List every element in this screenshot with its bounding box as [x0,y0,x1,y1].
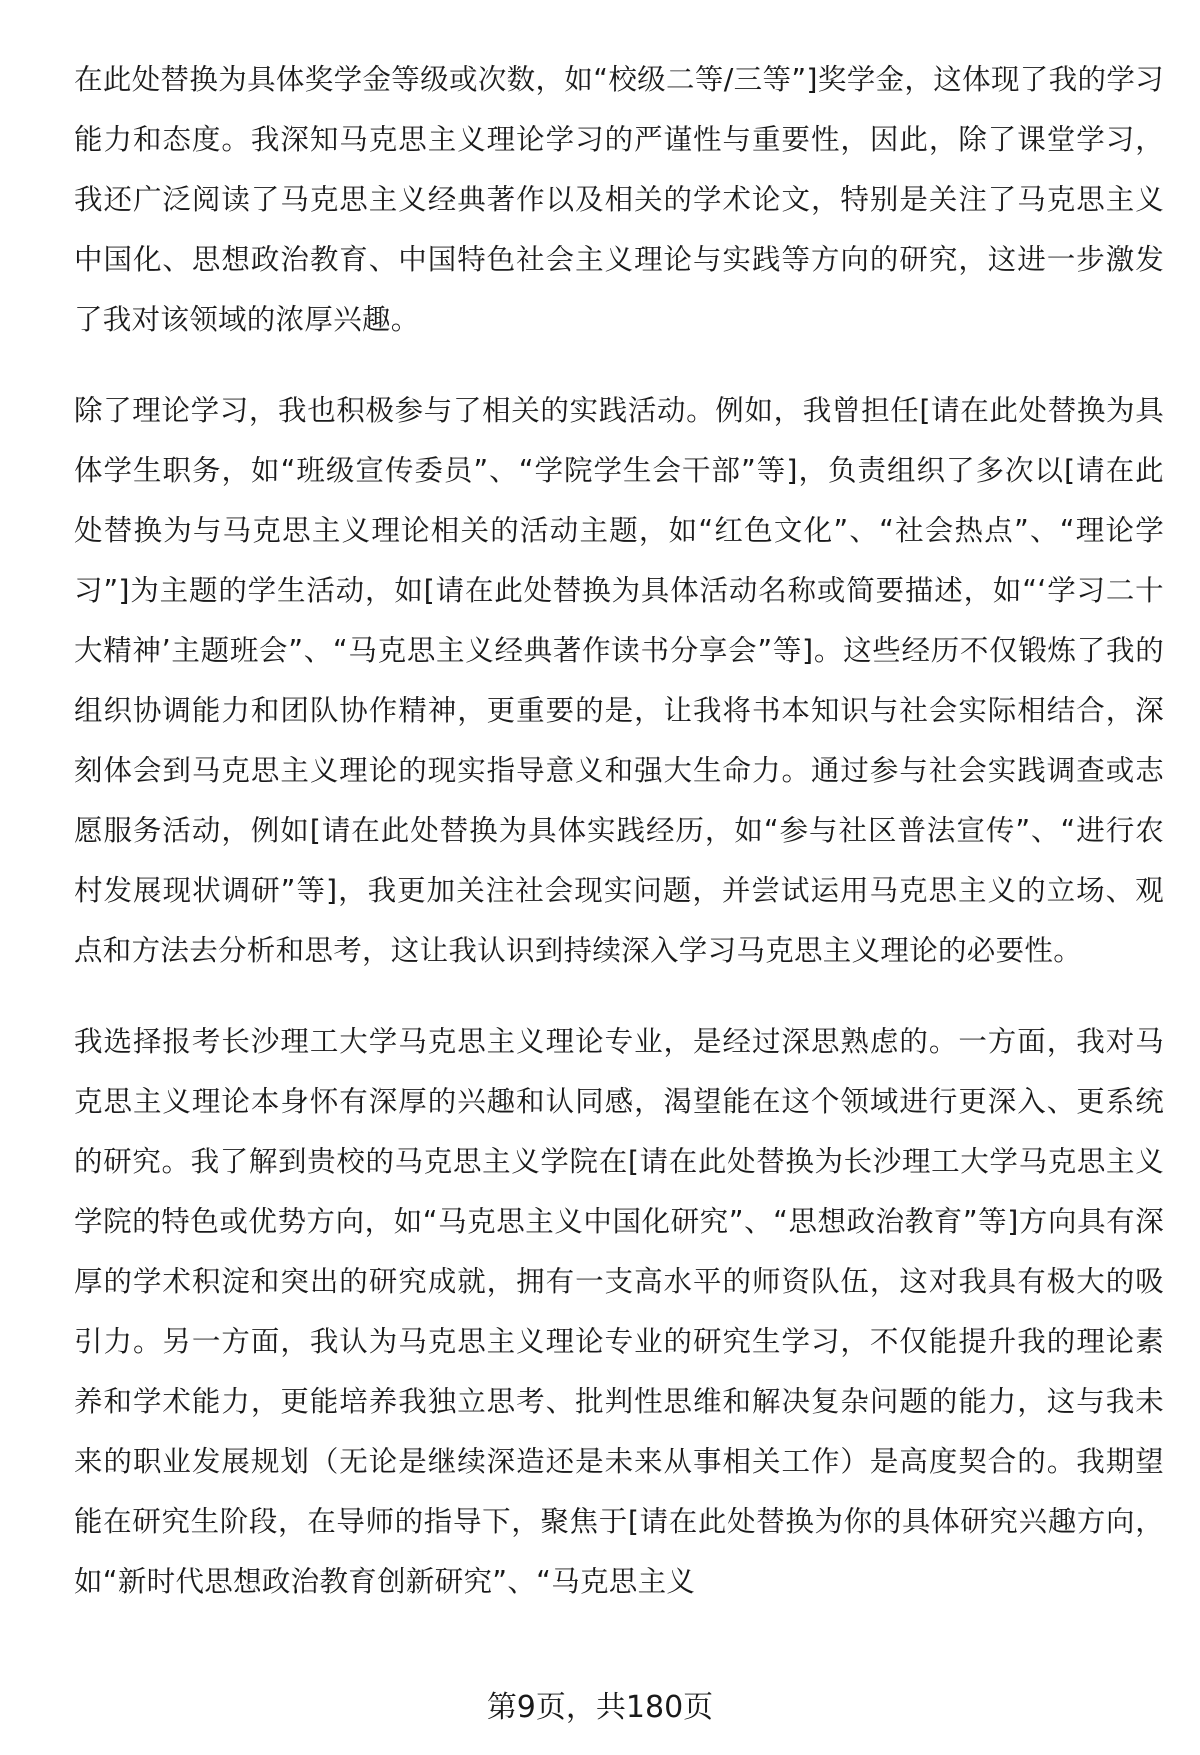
paragraph-3: 我选择报考长沙理工大学马克思主义理论专业，是经过深思熟虑的。一方面，我对马克思主义理论本身怀有深厚的兴趣和认同感，渴望能在这个领域进行更深入、更系统的研究。我了解到贵校的马克思主义学院在[请在此处替换为长沙理工大学马克思主义学院的特色或优势方向，如“马克思主义中国化研究”、“思想政治教育”等]方向具有深厚的学术积淀和突出的研究成就，拥有一支高水平的师资队伍，这对我具有极大的吸引力。另一方面，我认为马克思主义理论专业的研究生学习，不仅能提升我的理论素养和学术能力，更能培养我独立思考、批判性思维和解决复杂问题的能力，这与我未来的职业发展规划（无论是继续深造还是未来从事相关工作）是高度契合的。我期望能在研究生阶段，在导师的指导下，聚焦于[请在此处替换为你的具体研究兴趣方向，如“新时代思想政治教育创新研究”、“马克思主义 [74,1025,1164,1598]
document-body [74,50,1164,1643]
paragraph-1: 在此处替换为具体奖学金等级或次数，如“校级二等/三等”]奖学金，这体现了我的学习能力和态度。我深知马克思主义理论学习的严谨性与重要性，因此，除了课堂学习，我还广泛阅读了马克思主义经典著作以及相关的学术论文，特别是关注了马克思主义中国化、思想政治教育、中国特色社会主义理论与实践等方向的研究，这进一步激发了我对该领域的浓厚兴趣。 [74,63,1164,336]
page-number-footer: 第9页，共180页 [486,1690,714,1725]
paragraph-2: 除了理论学习，我也积极参与了相关的实践活动。例如，我曾担任[请在此处替换为具体学生职务，如“班级宣传委员”、“学院学生会干部”等]，负责组织了多次以[请在此处替换为与马克思主义理论相关的活动主题，如“红色文化”、“社会热点”、“理论学习”]为主题的学生活动，如[请在此处替换为具体活动名称或简要描述，如“‘学习二十大精神’主题班会”、“马克思主义经典著作读书分享会”等]。这些经历不仅锻炼了我的组织协调能力和团队协作精神，更重要的是，让我将书本知识与社会实际相结合，深刻体会到马克思主义理论的现实指导意义和强大生命力。通过参与社会实践调查或志愿服务活动，例如[请在此处替换为具体实践经历，如“参与社区普法宣传”、“进行农村发展现状调研”等]，我更加关注社会现实问题，并尝试运用马克思主义的立场、观点和方法去分析和思考，这让我认识到持续深入学习马克思主义理论的必要性。 [74,394,1164,967]
